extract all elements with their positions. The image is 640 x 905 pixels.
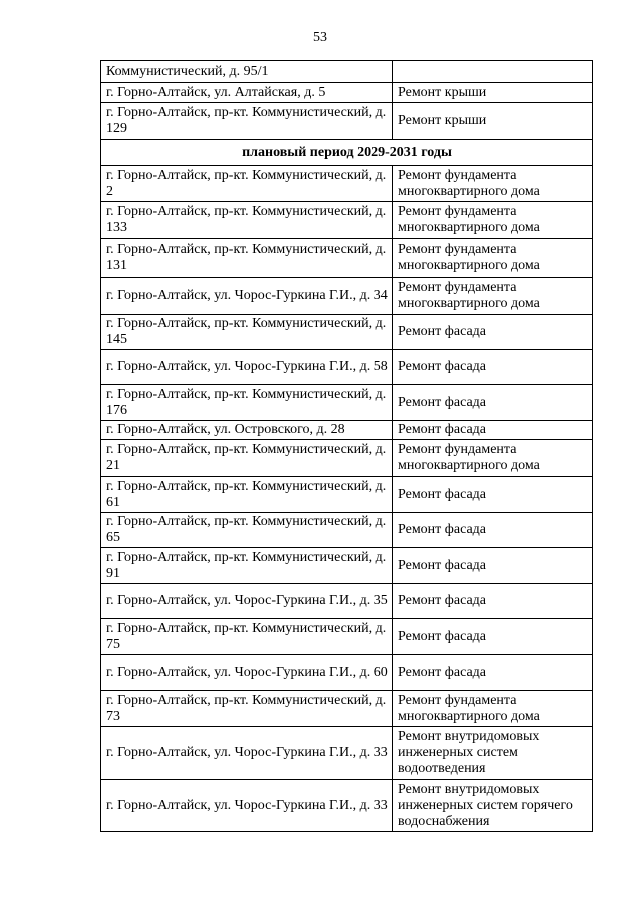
work-type-cell: Ремонт фасада <box>393 584 593 619</box>
address-cell: г. Горно-Алтайск, пр-кт. Коммунистический, д. 133 <box>101 202 393 239</box>
work-type-cell: Ремонт фасада <box>393 655 593 691</box>
work-type-cell: Ремонт фасада <box>393 619 593 655</box>
table-row <box>101 655 593 691</box>
address-cell: г. Горно-Алтайск, пр-кт. Коммунистический, д. 65 <box>101 513 393 548</box>
period-row <box>101 140 593 166</box>
table-row <box>101 350 593 385</box>
table-row <box>101 421 593 440</box>
table-row <box>101 315 593 350</box>
table-row <box>101 440 593 477</box>
address-cell: г. Горно-Алтайск, ул. Островского, д. 28 <box>101 421 393 440</box>
address-cell: г. Горно-Алтайск, пр-кт. Коммунистический, д. 129 <box>101 103 393 140</box>
address-cell: г. Горно-Алтайск, пр-кт. Коммунистический, д. 91 <box>101 548 393 584</box>
address-cell: Коммунистический, д. 95/1 <box>101 61 393 83</box>
address-cell: г. Горно-Алтайск, пр-кт. Коммунистический, д. 75 <box>101 619 393 655</box>
table-row <box>101 83 593 103</box>
address-cell: г. Горно-Алтайск, ул. Чорос-Гуркина Г.И., д. 60 <box>101 655 393 691</box>
work-type-cell: Ремонт фасада <box>393 315 593 350</box>
table-row <box>101 584 593 619</box>
work-type-cell: Ремонт фундамента многоквартирного дома <box>393 166 593 202</box>
table-row <box>101 780 593 832</box>
address-cell: г. Горно-Алтайск, ул. Чорос-Гуркина Г.И., д. 58 <box>101 350 393 385</box>
address-cell: г. Горно-Алтайск, ул. Чорос-Гуркина Г.И., д. 33 <box>101 780 393 832</box>
address-cell: г. Горно-Алтайск, ул. Чорос-Гуркина Г.И., д. 33 <box>101 727 393 780</box>
work-type-cell: Ремонт фундамента многоквартирного дома <box>393 278 593 315</box>
table-row <box>101 239 593 278</box>
work-type-cell: Ремонт фундамента многоквартирного дома <box>393 202 593 239</box>
period-heading: плановый период 2029-2031 годы <box>101 140 593 166</box>
work-type-cell: Ремонт фасада <box>393 513 593 548</box>
work-type-cell: Ремонт фасада <box>393 385 593 421</box>
address-cell: г. Горно-Алтайск, ул. Чорос-Гуркина Г.И., д. 34 <box>101 278 393 315</box>
address-cell: г. Горно-Алтайск, пр-кт. Коммунистический, д. 2 <box>101 166 393 202</box>
address-cell: г. Горно-Алтайск, ул. Чорос-Гуркина Г.И., д. 35 <box>101 584 393 619</box>
address-cell: г. Горно-Алтайск, пр-кт. Коммунистический, д. 145 <box>101 315 393 350</box>
table-row <box>101 103 593 140</box>
table-row <box>101 619 593 655</box>
address-cell: г. Горно-Алтайск, пр-кт. Коммунистический, д. 176 <box>101 385 393 421</box>
work-type-cell: Ремонт фундамента многоквартирного дома <box>393 239 593 278</box>
work-type-cell <box>393 61 593 83</box>
table-row <box>101 278 593 315</box>
work-type-cell: Ремонт крыши <box>393 103 593 140</box>
work-type-cell: Ремонт фасада <box>393 477 593 513</box>
work-type-cell: Ремонт фундамента многоквартирного дома <box>393 691 593 727</box>
address-cell: г. Горно-Алтайск, пр-кт. Коммунистический, д. 73 <box>101 691 393 727</box>
work-type-cell: Ремонт фасада <box>393 350 593 385</box>
table-row <box>101 727 593 780</box>
table-row <box>101 477 593 513</box>
work-type-cell: Ремонт внутридомовых инженерных систем водоотведения <box>393 727 593 780</box>
repair-works-table <box>100 60 593 832</box>
table-row <box>101 61 593 83</box>
work-type-cell: Ремонт фасада <box>393 548 593 584</box>
table-row <box>101 513 593 548</box>
address-cell: г. Горно-Алтайск, пр-кт. Коммунистический, д. 21 <box>101 440 393 477</box>
address-cell: г. Горно-Алтайск, ул. Алтайская, д. 5 <box>101 83 393 103</box>
table-row <box>101 202 593 239</box>
address-cell: г. Горно-Алтайск, пр-кт. Коммунистический, д. 131 <box>101 239 393 278</box>
work-type-cell: Ремонт крыши <box>393 83 593 103</box>
table-row <box>101 166 593 202</box>
table-body <box>101 61 593 832</box>
table-row <box>101 691 593 727</box>
table-row <box>101 548 593 584</box>
work-type-cell: Ремонт фундамента многоквартирного дома <box>393 440 593 477</box>
address-cell: г. Горно-Алтайск, пр-кт. Коммунистический, д. 61 <box>101 477 393 513</box>
work-type-cell: Ремонт фасада <box>393 421 593 440</box>
page-number: 53 <box>313 30 327 45</box>
work-type-cell: Ремонт внутридомовых инженерных систем горячего водоснабжения <box>393 780 593 832</box>
table-row <box>101 385 593 421</box>
